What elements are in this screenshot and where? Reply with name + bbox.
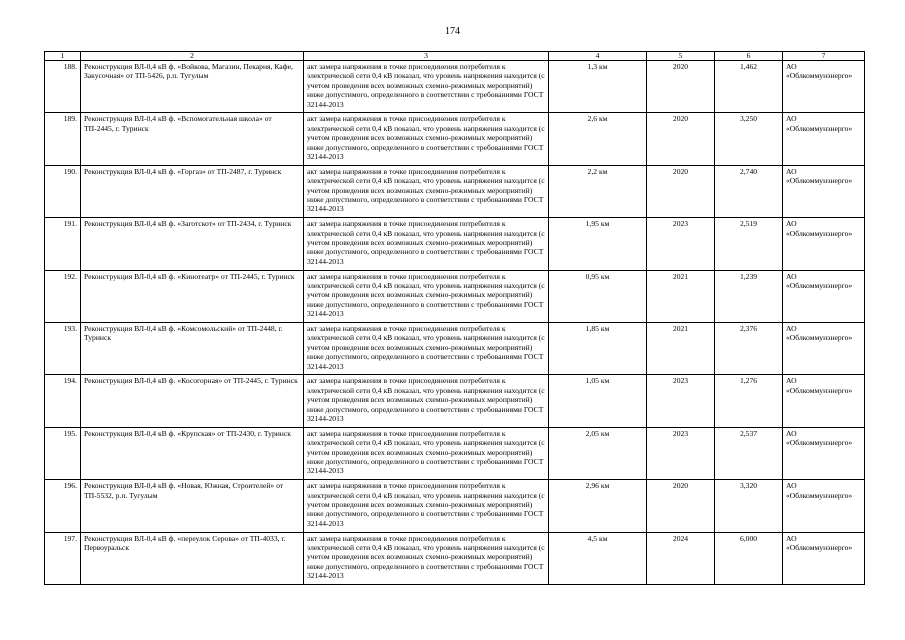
year: 2023 xyxy=(647,218,715,270)
header-col-7: 7 xyxy=(783,52,865,61)
table-row xyxy=(45,165,865,217)
year: 2020 xyxy=(647,165,715,217)
justification: акт замера напряжения в точке присоединения потребителя к электрической сети 0,4 кВ показал, что уровень напряжения находится (с учетом проведения всех возможных схемно-режимных мероприятий) ниже допустимого, определенного в соответствии с требованиями ГОСТ 32144-2013 xyxy=(304,270,549,322)
row-number: 193. xyxy=(45,322,81,374)
row-number: 197. xyxy=(45,532,81,584)
project-name: Реконструкция ВЛ-0,4 кВ ф. «Вспомогательная школа» от ТП-2445, г. Туринск xyxy=(81,113,304,165)
cost: 3,250 xyxy=(715,113,783,165)
justification: акт замера напряжения в точке присоединения потребителя к электрической сети 0,4 кВ показал, что уровень напряжения находится (с учетом проведения всех возможных схемно-режимных мероприятий) ниже допустимого, определенного в соответствии с требованиями ГОСТ 32144-2013 xyxy=(304,427,549,479)
cost: 1,276 xyxy=(715,375,783,427)
justification: акт замера напряжения в точке присоединения потребителя к электрической сети 0,4 кВ показал, что уровень напряжения находится (с учетом проведения всех возможных схемно-режимных мероприятий) ниже допустимого, определенного в соответствии с требованиями ГОСТ 32144-2013 xyxy=(304,218,549,270)
cost: 2,376 xyxy=(715,322,783,374)
project-table xyxy=(44,51,865,585)
organization: АО «Облкоммунэнерго» xyxy=(783,113,865,165)
project-name: Реконструкция ВЛ-0,4 кВ ф. «Горгаз» от ТП-2487, г. Туринск xyxy=(81,165,304,217)
table-row xyxy=(45,375,865,427)
line-length: 4,5 км xyxy=(549,532,647,584)
row-number: 195. xyxy=(45,427,81,479)
justification: акт замера напряжения в точке присоединения потребителя к электрической сети 0,4 кВ показал, что уровень напряжения находится (с учетом проведения всех возможных схемно-режимных мероприятий) ниже допустимого, определенного в соответствии с требованиями ГОСТ 32144-2013 xyxy=(304,532,549,584)
header-col-3: 3 xyxy=(304,52,549,61)
justification: акт замера напряжения в точке присоединения потребителя к электрической сети 0,4 кВ показал, что уровень напряжения находится (с учетом проведения всех возможных схемно-режимных мероприятий) ниже допустимого, определенного в соответствии с требованиями ГОСТ 32144-2013 xyxy=(304,165,549,217)
header-col-2: 2 xyxy=(81,52,304,61)
project-name: Реконструкция ВЛ-0,4 кВ ф. «переулок Серова» от ТП-4033, г. Первоуральск xyxy=(81,532,304,584)
table-row xyxy=(45,322,865,374)
organization: АО «Облкоммунэнерго» xyxy=(783,165,865,217)
line-length: 0,95 км xyxy=(549,270,647,322)
cost: 1,462 xyxy=(715,61,783,113)
row-number: 196. xyxy=(45,480,81,532)
line-length: 1,95 км xyxy=(549,218,647,270)
table-row xyxy=(45,427,865,479)
project-name: Реконструкция ВЛ-0,4 кВ ф. «Заготскот» от ТП-2434, г. Туринск xyxy=(81,218,304,270)
year: 2020 xyxy=(647,480,715,532)
cost: 2,537 xyxy=(715,427,783,479)
header-col-5: 5 xyxy=(647,52,715,61)
header-row xyxy=(45,52,865,61)
cost: 1,239 xyxy=(715,270,783,322)
project-name: Реконструкция ВЛ-0,4 кВ ф. «Комсомольский» от ТП-2448, г. Туринск xyxy=(81,322,304,374)
justification: акт замера напряжения в точке присоединения потребителя к электрической сети 0,4 кВ показал, что уровень напряжения находится (с учетом проведения всех возможных схемно-режимных мероприятий) ниже допустимого, определенного в соответствии с требованиями ГОСТ 32144-2013 xyxy=(304,113,549,165)
organization: АО «Облкоммунэнерго» xyxy=(783,218,865,270)
table-row xyxy=(45,532,865,584)
organization: АО «Облкоммунэнерго» xyxy=(783,427,865,479)
project-name: Реконструкция ВЛ-0,4 кВ ф. «Войкова, Магазин, Пекарня, Кафе, Закусочная» от ТП-5426, р.п. Тугулым xyxy=(81,61,304,113)
organization: АО «Облкоммунэнерго» xyxy=(783,61,865,113)
table-row xyxy=(45,113,865,165)
line-length: 2,6 км xyxy=(549,113,647,165)
row-number: 192. xyxy=(45,270,81,322)
line-length: 2,2 км xyxy=(549,165,647,217)
project-name: Реконструкция ВЛ-0,4 кВ ф. «Косогорная» от ТП-2445, г. Туринск xyxy=(81,375,304,427)
row-number: 189. xyxy=(45,113,81,165)
justification: акт замера напряжения в точке присоединения потребителя к электрической сети 0,4 кВ показал, что уровень напряжения находится (с учетом проведения всех возможных схемно-режимных мероприятий) ниже допустимого, определенного в соответствии с требованиями ГОСТ 32144-2013 xyxy=(304,322,549,374)
table-header xyxy=(45,52,865,61)
project-name: Реконструкция ВЛ-0,4 кВ ф. «Новая, Южная, Строителей» от ТП-5532, р.п. Тугулым xyxy=(81,480,304,532)
line-length: 1,3 км xyxy=(549,61,647,113)
year: 2021 xyxy=(647,322,715,374)
page-number: 174 xyxy=(445,26,460,37)
table-row xyxy=(45,480,865,532)
line-length: 2,96 км xyxy=(549,480,647,532)
header-col-6: 6 xyxy=(715,52,783,61)
project-name: Реконструкция ВЛ-0,4 кВ ф. «Кинотеатр» от ТП-2445, г. Туринск xyxy=(81,270,304,322)
year: 2021 xyxy=(647,270,715,322)
justification: акт замера напряжения в точке присоединения потребителя к электрической сети 0,4 кВ показал, что уровень напряжения находится (с учетом проведения всех возможных схемно-режимных мероприятий) ниже допустимого, определенного в соответствии с требованиями ГОСТ 32144-2013 xyxy=(304,480,549,532)
justification: акт замера напряжения в точке присоединения потребителя к электрической сети 0,4 кВ показал, что уровень напряжения находится (с учетом проведения всех возможных схемно-режимных мероприятий) ниже допустимого, определенного в соответствии с требованиями ГОСТ 32144-2013 xyxy=(304,375,549,427)
organization: АО «Облкоммунэнерго» xyxy=(783,480,865,532)
table-row xyxy=(45,61,865,113)
table-row xyxy=(45,218,865,270)
row-number: 188. xyxy=(45,61,81,113)
year: 2020 xyxy=(647,61,715,113)
organization: АО «Облкоммунэнерго» xyxy=(783,270,865,322)
cost: 3,320 xyxy=(715,480,783,532)
organization: АО «Облкоммунэнерго» xyxy=(783,322,865,374)
year: 2023 xyxy=(647,427,715,479)
organization: АО «Облкоммунэнерго» xyxy=(783,532,865,584)
row-number: 190. xyxy=(45,165,81,217)
line-length: 1,85 км xyxy=(549,322,647,374)
row-number: 194. xyxy=(45,375,81,427)
cost: 2,740 xyxy=(715,165,783,217)
cost: 2,519 xyxy=(715,218,783,270)
cost: 6,000 xyxy=(715,532,783,584)
year: 2020 xyxy=(647,113,715,165)
header-col-1: 1 xyxy=(45,52,81,61)
header-col-4: 4 xyxy=(549,52,647,61)
justification: акт замера напряжения в точке присоединения потребителя к электрической сети 0,4 кВ показал, что уровень напряжения находится (с учетом проведения всех возможных схемно-режимных мероприятий) ниже допустимого, определенного в соответствии с требованиями ГОСТ 32144-2013 xyxy=(304,61,549,113)
table-row xyxy=(45,270,865,322)
organization: АО «Облкоммунэнерго» xyxy=(783,375,865,427)
project-name: Реконструкция ВЛ-0,4 кВ ф. «Крупская» от ТП-2430, г. Туринск xyxy=(81,427,304,479)
line-length: 1,05 км xyxy=(549,375,647,427)
year: 2023 xyxy=(647,375,715,427)
line-length: 2,05 км xyxy=(549,427,647,479)
row-number: 191. xyxy=(45,218,81,270)
table-body xyxy=(45,61,865,585)
year: 2024 xyxy=(647,532,715,584)
